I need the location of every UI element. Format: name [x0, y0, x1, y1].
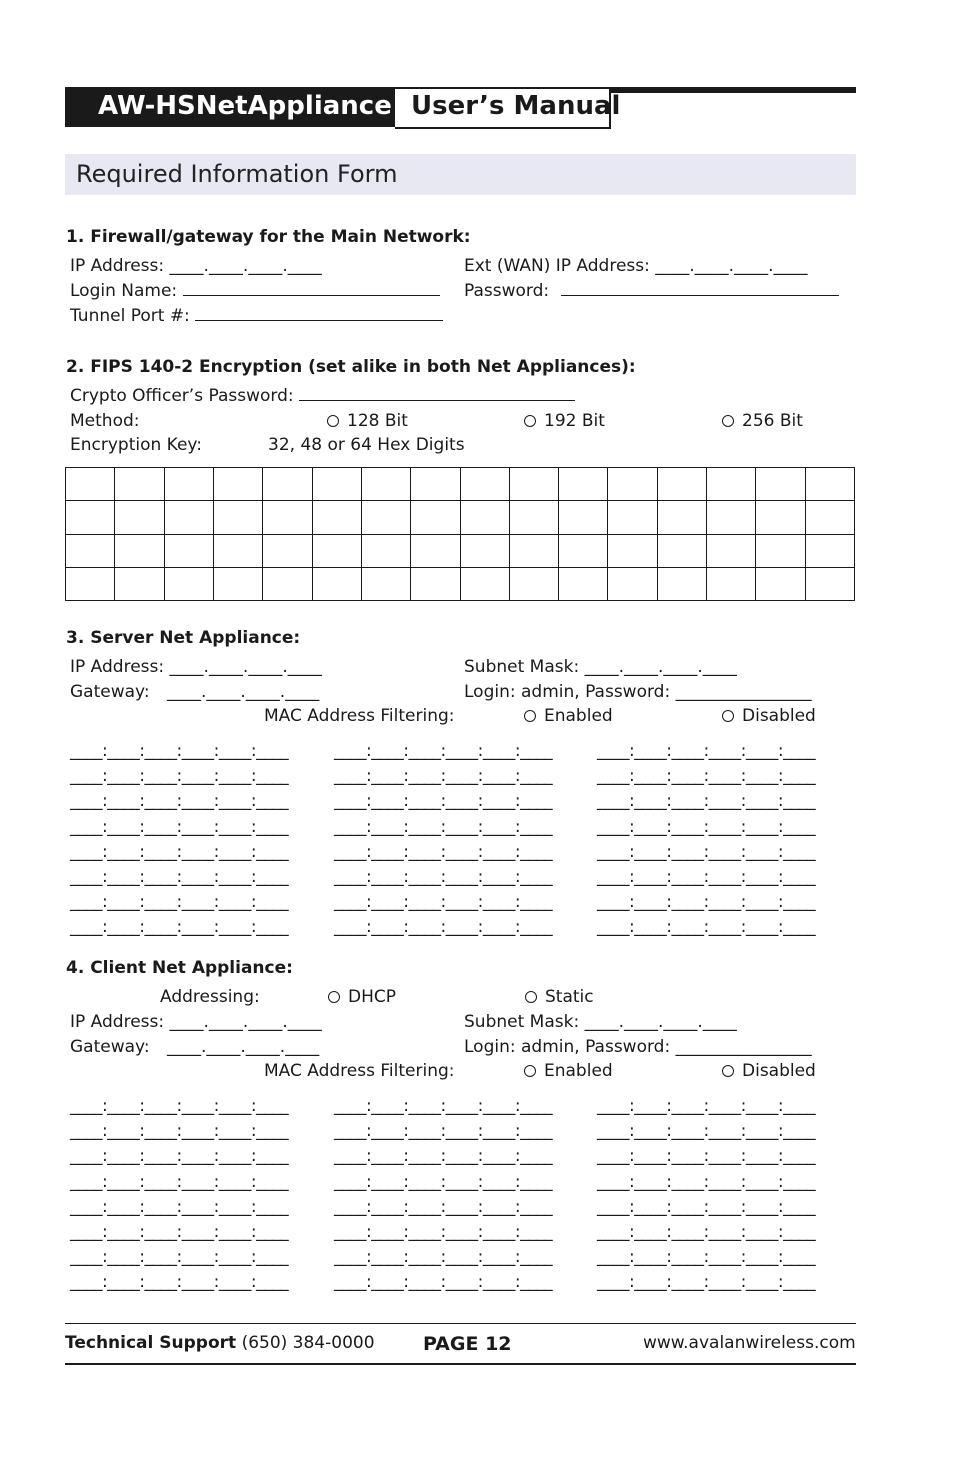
mac-address-field[interactable]: ____:____:____:____:____:____ [70, 1222, 289, 1242]
s4-opt-static[interactable] [525, 987, 594, 1007]
s4-disabled-label: Disabled [742, 1061, 816, 1081]
mac-address-field[interactable]: ____:____:____:____:____:____ [70, 1171, 289, 1192]
key-digit-cell[interactable] [559, 468, 608, 501]
key-grid-row [66, 567, 855, 600]
key-digit-cell[interactable] [707, 501, 756, 534]
key-digit-cell[interactable] [66, 501, 115, 534]
s2-opt-256-label: 256 Bit [742, 411, 803, 431]
s4-subnet-field[interactable]: ____.____.____.____ [584, 1012, 737, 1032]
mac-address-field[interactable]: ____:____:____:____:____:____ [334, 1272, 553, 1293]
key-digit-cell[interactable] [115, 534, 164, 567]
mac-address-field[interactable]: ____:____:____:____:____:____ [334, 1171, 553, 1192]
s2-key-label: Encryption Key: [70, 435, 202, 455]
s1-ext-field[interactable]: ____.____.____.____ [655, 256, 808, 276]
mac-address-field[interactable]: ____:____:____:____:____:____ [70, 867, 289, 887]
s3-ip-field[interactable]: ____.____.____.____ [169, 657, 322, 677]
radio-icon [525, 991, 537, 1003]
key-digit-cell[interactable] [411, 567, 460, 600]
s4-mac-enabled[interactable] [524, 1061, 613, 1081]
key-digit-cell[interactable] [657, 567, 706, 600]
key-digit-cell[interactable] [213, 501, 262, 534]
key-digit-cell[interactable] [411, 468, 460, 501]
key-digit-cell[interactable] [213, 567, 262, 600]
s1-ext-row [464, 256, 808, 276]
s4-gateway-label: Gateway: [70, 1037, 150, 1057]
mac-address-field[interactable]: ____:____:____:____:____:____ [70, 1096, 289, 1116]
mac-address-field[interactable]: ____:____:____:____:____:____ [334, 1222, 553, 1242]
s1-password-field[interactable] [561, 281, 839, 296]
key-digit-cell[interactable] [66, 567, 115, 600]
s2-opt-192-label: 192 Bit [544, 411, 605, 431]
key-digit-cell[interactable] [263, 534, 312, 567]
s1-tunnel-label: Tunnel Port #: [70, 306, 190, 326]
s3-ip-label: IP Address: [70, 657, 165, 677]
key-digit-cell[interactable] [312, 501, 361, 534]
s4-login-label: Login: admin, Password: [464, 1037, 671, 1057]
mac-address-field[interactable]: ____:____:____:____:____:____ [334, 816, 553, 837]
radio-icon [722, 1065, 734, 1077]
mac-address-field[interactable]: ____:____:____:____:____:____ [334, 741, 553, 761]
key-digit-cell[interactable] [509, 468, 558, 501]
mac-address-field[interactable]: ____:____:____:____:____:____ [70, 1121, 289, 1142]
key-digit-cell[interactable] [361, 567, 410, 600]
radio-icon [524, 415, 536, 427]
key-digit-cell[interactable] [608, 534, 657, 567]
key-digit-cell[interactable] [756, 468, 805, 501]
key-digit-cell[interactable] [756, 567, 805, 600]
manual-title: User’s Manual [411, 91, 621, 121]
s2-crypto-label: Crypto Officer’s Password: [70, 386, 294, 406]
s4-login-row [464, 1037, 812, 1057]
key-digit-cell[interactable] [509, 567, 558, 600]
section4-heading: 4. Client Net Appliance: [66, 958, 293, 978]
s3-subnet-row [464, 657, 737, 677]
radio-icon [327, 415, 339, 427]
s4-subnet-row [464, 1012, 737, 1032]
key-digit-cell[interactable] [164, 501, 213, 534]
s3-subnet-field[interactable]: ____.____.____.____ [584, 657, 737, 677]
mac-address-field[interactable]: ____:____:____:____:____:____ [597, 1121, 816, 1142]
key-digit-cell[interactable] [707, 468, 756, 501]
s2-method-label: Method: [70, 411, 140, 431]
s2-crypto-row [70, 386, 575, 406]
mac-address-field[interactable]: ____:____:____:____:____:____ [334, 1096, 553, 1116]
key-digit-cell[interactable] [411, 501, 460, 534]
s3-login-label: Login: admin, Password: [464, 682, 671, 702]
encryption-key-grid [65, 467, 855, 601]
mac-address-field[interactable]: ____:____:____:____:____:____ [70, 791, 289, 812]
key-digit-cell[interactable] [361, 534, 410, 567]
mac-address-field[interactable]: ____:____:____:____:____:____ [70, 892, 289, 913]
mac-address-field[interactable]: ____:____:____:____:____:____ [70, 917, 289, 938]
key-digit-cell[interactable] [509, 501, 558, 534]
s1-password-label: Password: [464, 281, 550, 301]
key-digit-cell[interactable] [164, 468, 213, 501]
key-digit-cell[interactable] [559, 501, 608, 534]
footer-bottom-rule [65, 1363, 856, 1365]
radio-icon [524, 710, 536, 722]
key-digit-cell[interactable] [608, 501, 657, 534]
s1-tunnel-field[interactable] [195, 306, 443, 321]
key-digit-cell[interactable] [213, 534, 262, 567]
mac-address-field[interactable]: ____:____:____:____:____:____ [597, 1171, 816, 1192]
key-digit-cell[interactable] [312, 534, 361, 567]
s3-gateway-field[interactable]: ____.____.____.____ [167, 682, 320, 702]
key-digit-cell[interactable] [460, 567, 509, 600]
mac-address-field[interactable]: ____:____:____:____:____:____ [334, 892, 553, 913]
key-digit-cell[interactable] [115, 501, 164, 534]
key-digit-cell[interactable] [263, 567, 312, 600]
key-grid-row [66, 534, 855, 567]
mac-address-field[interactable]: ____:____:____:____:____:____ [597, 1096, 816, 1116]
footer-support-label: Technical Support [65, 1333, 237, 1353]
key-digit-cell[interactable] [164, 567, 213, 600]
mac-address-field[interactable]: ____:____:____:____:____:____ [597, 841, 816, 862]
s1-ip-label: IP Address: [70, 256, 165, 276]
radio-icon [524, 1065, 536, 1077]
mac-address-field[interactable]: ____:____:____:____:____:____ [334, 1247, 553, 1268]
mac-address-field[interactable]: ____:____:____:____:____:____ [70, 1272, 289, 1293]
s1-ip-row [70, 256, 322, 276]
key-digit-cell[interactable] [411, 534, 460, 567]
mac-address-field[interactable]: ____:____:____:____:____:____ [334, 791, 553, 812]
s2-key-hint: 32, 48 or 64 Hex Digits [268, 435, 465, 455]
s2-opt-192[interactable] [524, 411, 605, 431]
section1-heading: 1. Firewall/gateway for the Main Network: [66, 227, 471, 247]
mac-address-field[interactable]: ____:____:____:____:____:____ [597, 892, 816, 913]
s4-addressing-label: Addressing: [160, 987, 260, 1007]
s3-mac-label: MAC Address Filtering: [264, 706, 455, 726]
key-digit-cell[interactable] [312, 567, 361, 600]
s1-login-row [70, 281, 440, 301]
mac-address-field[interactable]: ____:____:____:____:____:____ [597, 766, 816, 787]
mac-address-field[interactable]: ____:____:____:____:____:____ [70, 816, 289, 837]
mac-address-field[interactable]: ____:____:____:____:____:____ [70, 766, 289, 787]
key-digit-cell[interactable] [115, 468, 164, 501]
key-digit-cell[interactable] [213, 468, 262, 501]
s4-dhcp-label: DHCP [348, 987, 396, 1007]
s4-ip-row [70, 1012, 322, 1032]
s2-opt-128-label: 128 Bit [347, 411, 408, 431]
mac-address-field[interactable]: ____:____:____:____:____:____ [597, 867, 816, 887]
key-digit-cell[interactable] [707, 567, 756, 600]
key-digit-cell[interactable] [115, 567, 164, 600]
mac-address-field[interactable]: ____:____:____:____:____:____ [334, 1121, 553, 1142]
s3-mac-disabled[interactable] [722, 706, 816, 726]
radio-icon [328, 991, 340, 1003]
key-grid-row [66, 501, 855, 534]
key-digit-cell[interactable] [460, 468, 509, 501]
mac-address-field[interactable]: ____:____:____:____:____:____ [597, 917, 816, 938]
footer-phone: (650) 384-0000 [241, 1333, 375, 1353]
mac-address-field[interactable]: ____:____:____:____:____:____ [334, 917, 553, 938]
s4-password-field[interactable]: ________________ [675, 1037, 812, 1057]
radio-icon [722, 710, 734, 722]
s4-opt-dhcp[interactable] [328, 987, 396, 1007]
s4-static-label: Static [545, 987, 594, 1007]
mac-address-field[interactable]: ____:____:____:____:____:____ [70, 1196, 289, 1217]
mac-address-field[interactable]: ____:____:____:____:____:____ [334, 1196, 553, 1217]
footer-support [65, 1333, 375, 1353]
s1-login-label: Login Name: [70, 281, 178, 301]
radio-icon [722, 415, 734, 427]
product-title: AW-HSNetAppliance [98, 91, 392, 121]
s1-password-row [464, 281, 839, 301]
key-digit-cell[interactable] [608, 468, 657, 501]
mac-address-field[interactable]: ____:____:____:____:____:____ [597, 1146, 816, 1167]
key-digit-cell[interactable] [756, 501, 805, 534]
s1-ext-label: Ext (WAN) IP Address: [464, 256, 650, 276]
mac-address-field[interactable]: ____:____:____:____:____:____ [597, 1247, 816, 1268]
key-digit-cell[interactable] [805, 501, 854, 534]
key-digit-cell[interactable] [460, 501, 509, 534]
section2-heading: 2. FIPS 140-2 Encryption (set alike in both Net Appliances): [66, 357, 636, 377]
key-digit-cell[interactable] [559, 534, 608, 567]
key-digit-cell[interactable] [460, 534, 509, 567]
s2-opt-128[interactable] [327, 411, 408, 431]
key-digit-cell[interactable] [805, 468, 854, 501]
mac-address-field[interactable]: ____:____:____:____:____:____ [334, 766, 553, 787]
key-digit-cell[interactable] [312, 468, 361, 501]
mac-address-field[interactable]: ____:____:____:____:____:____ [597, 816, 816, 837]
s1-tunnel-row [70, 306, 443, 326]
s2-crypto-field[interactable] [299, 386, 575, 401]
key-digit-cell[interactable] [263, 468, 312, 501]
section3-heading: 3. Server Net Appliance: [66, 628, 301, 648]
s4-ip-field[interactable]: ____.____.____.____ [169, 1012, 322, 1032]
key-digit-cell[interactable] [707, 534, 756, 567]
key-digit-cell[interactable] [657, 534, 706, 567]
key-grid-row [66, 468, 855, 501]
mac-address-field[interactable]: ____:____:____:____:____:____ [597, 1272, 816, 1293]
s3-gateway-label: Gateway: [70, 682, 150, 702]
footer-website-link[interactable]: www.avalanwireless.com [643, 1333, 856, 1353]
mac-address-field[interactable]: ____:____:____:____:____:____ [597, 791, 816, 812]
s4-mac-disabled[interactable] [722, 1061, 816, 1081]
s1-ip-field[interactable]: ____.____.____.____ [169, 256, 322, 276]
mac-address-field[interactable]: ____:____:____:____:____:____ [334, 1146, 553, 1167]
key-digit-cell[interactable] [361, 501, 410, 534]
key-digit-cell[interactable] [164, 534, 213, 567]
key-digit-cell[interactable] [263, 501, 312, 534]
mac-address-field[interactable]: ____:____:____:____:____:____ [334, 841, 553, 862]
key-digit-cell[interactable] [66, 468, 115, 501]
key-digit-cell[interactable] [756, 534, 805, 567]
key-digit-cell[interactable] [66, 534, 115, 567]
key-digit-cell[interactable] [509, 534, 558, 567]
mac-address-field[interactable]: ____:____:____:____:____:____ [70, 1247, 289, 1268]
s3-ip-row [70, 657, 322, 677]
footer-top-rule [65, 1323, 856, 1324]
key-digit-cell[interactable] [657, 501, 706, 534]
mac-address-field[interactable]: ____:____:____:____:____:____ [597, 741, 816, 761]
key-digit-cell[interactable] [805, 567, 854, 600]
mac-address-field[interactable]: ____:____:____:____:____:____ [334, 867, 553, 887]
s3-password-field[interactable]: ________________ [675, 682, 812, 702]
mac-address-field[interactable]: ____:____:____:____:____:____ [70, 741, 289, 761]
s4-ip-label: IP Address: [70, 1012, 165, 1032]
key-digit-cell[interactable] [657, 468, 706, 501]
s3-login-row [464, 682, 812, 702]
key-digit-cell[interactable] [361, 468, 410, 501]
s4-enabled-label: Enabled [544, 1061, 613, 1081]
key-digit-cell[interactable] [805, 534, 854, 567]
mac-address-field[interactable]: ____:____:____:____:____:____ [597, 1196, 816, 1217]
mac-address-field[interactable]: ____:____:____:____:____:____ [597, 1222, 816, 1242]
s4-mac-label: MAC Address Filtering: [264, 1061, 455, 1081]
form-title: Required Information Form [76, 160, 398, 188]
s2-opt-256[interactable] [722, 411, 803, 431]
s1-login-field[interactable] [183, 281, 440, 296]
mac-address-field[interactable]: ____:____:____:____:____:____ [70, 841, 289, 862]
key-digit-cell[interactable] [559, 567, 608, 600]
mac-address-field[interactable]: ____:____:____:____:____:____ [70, 1146, 289, 1167]
footer-page-number: PAGE 12 [423, 1333, 512, 1355]
s3-subnet-label: Subnet Mask: [464, 657, 580, 677]
s3-enabled-label: Enabled [544, 706, 613, 726]
s3-mac-enabled[interactable] [524, 706, 613, 726]
s4-gateway-field[interactable]: ____.____.____.____ [167, 1037, 320, 1057]
s4-subnet-label: Subnet Mask: [464, 1012, 580, 1032]
s3-disabled-label: Disabled [742, 706, 816, 726]
key-digit-cell[interactable] [608, 567, 657, 600]
